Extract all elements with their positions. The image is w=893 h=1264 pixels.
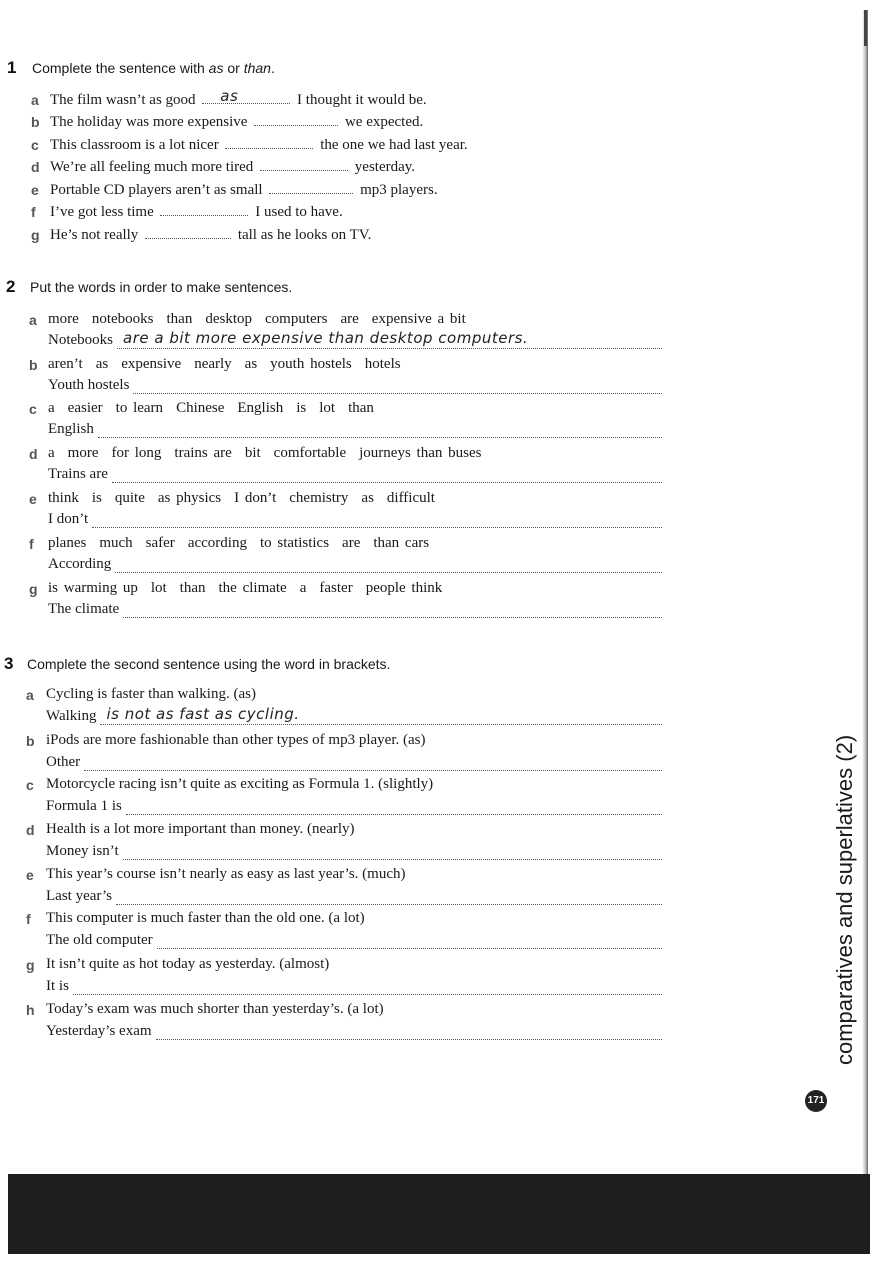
item-letter: c <box>29 401 37 417</box>
answer-starter: Formula 1 is <box>46 798 122 814</box>
word-chip: comfortable <box>273 445 347 461</box>
word-chip: to statistics <box>259 535 330 551</box>
answer-starter: According <box>48 556 112 572</box>
answer-field[interactable] <box>100 705 662 725</box>
item-letter: b <box>31 114 40 130</box>
word-chip: are <box>342 535 361 551</box>
word-chip: is <box>296 400 307 416</box>
word-chip: people think <box>365 580 443 596</box>
word-chip: computers <box>265 311 328 327</box>
answer-line <box>48 556 662 573</box>
word-chip: I don’t <box>234 490 277 506</box>
page-corner-mark <box>864 10 867 46</box>
prompt-sentence: This computer is much faster than the old one. (a lot) <box>46 910 365 926</box>
word-chip: as <box>244 356 258 372</box>
word-chip: than <box>348 400 374 416</box>
sentence-end: the one we had last year. <box>316 137 468 153</box>
item-letter: a <box>31 92 39 108</box>
answer-field[interactable] <box>133 379 662 394</box>
word-list <box>48 356 414 373</box>
item-letter: e <box>29 491 37 507</box>
word-chip: are <box>340 311 359 327</box>
sentence-item <box>50 113 423 131</box>
sentence-start: Portable CD players aren’t as small <box>50 182 267 198</box>
word-chip: is warming up <box>48 580 138 596</box>
prompt-sentence: Health is a lot more important than money. (nearly) <box>46 821 355 837</box>
item-letter: b <box>29 357 38 373</box>
word-chip: English <box>237 400 284 416</box>
answer-field[interactable] <box>123 603 662 618</box>
word-chip: as <box>95 356 109 372</box>
word-chip: the climate <box>218 580 287 596</box>
word-list <box>48 490 448 507</box>
prompt-sentence: Motorcycle racing isn’t quite as exciting as Formula 1. (slightly) <box>46 776 434 792</box>
prompt-sentence: This year’s course isn’t nearly as easy as last year’s. (much) <box>46 866 406 882</box>
word-chip: lot <box>319 400 336 416</box>
sentence-item <box>50 136 468 154</box>
answer-blank[interactable] <box>202 87 290 105</box>
word-chip: difficult <box>386 490 435 506</box>
answer-starter: Money isn’t <box>46 843 119 859</box>
item-letter: f <box>29 536 34 552</box>
sentence-start: The film wasn’t as good <box>50 92 200 108</box>
scan-bottom-bar <box>8 1174 870 1254</box>
answer-line <box>46 843 662 860</box>
answer-line <box>46 888 662 905</box>
word-chip: more <box>48 311 79 327</box>
word-chip: more <box>67 445 99 461</box>
word-chip: is <box>91 490 102 506</box>
answer-blank[interactable] <box>160 203 248 216</box>
answer-line <box>46 1023 662 1040</box>
section-3-number: 3 <box>4 654 14 673</box>
sentence-item <box>50 158 415 176</box>
sentence-start: I’ve got less time <box>50 204 158 220</box>
prompt-sentence: iPods are more fashionable than other types of mp3 player. (as) <box>46 732 426 748</box>
answer-line <box>48 329 662 349</box>
page-edge-shadow <box>862 10 868 1174</box>
word-chip: hotels <box>364 356 401 372</box>
word-chip: as physics <box>157 490 222 506</box>
word-chip: planes <box>48 535 87 551</box>
section-2-number: 2 <box>6 277 16 296</box>
item-letter: d <box>31 159 40 175</box>
word-chip: journeys than buses <box>359 445 482 461</box>
section-3-title: Complete the second sentence using the word in brackets. <box>27 656 391 672</box>
section-1-number: 1 <box>7 58 17 77</box>
item-letter: d <box>29 446 38 462</box>
answer-starter: Walking <box>46 708 97 724</box>
word-chip: expensive <box>121 356 182 372</box>
answer-starter: Last year’s <box>46 888 112 904</box>
word-chip: youth hostels <box>270 356 352 372</box>
prompt-sentence: Cycling is faster than walking. (as) <box>46 686 256 702</box>
section-1-title: Complete the sentence with as or than. <box>32 60 275 76</box>
answer-starter: Trains are <box>48 466 108 482</box>
word-chip: nearly <box>194 356 232 372</box>
item-letter: f <box>31 204 36 220</box>
answer-starter: The climate <box>48 601 120 617</box>
sentence-end: I thought it would be. <box>293 92 427 108</box>
item-letter: c <box>26 777 34 793</box>
answer-starter: I don’t <box>48 511 89 527</box>
word-chip: aren’t <box>48 356 83 372</box>
item-letter: c <box>31 137 39 153</box>
item-letter: a <box>26 687 34 703</box>
answer-starter: Other <box>46 754 81 770</box>
answer-field[interactable] <box>92 513 662 528</box>
word-list <box>48 400 387 417</box>
item-letter: g <box>29 581 38 597</box>
word-chip: faster <box>319 580 353 596</box>
word-chip: think <box>48 490 79 506</box>
handwritten-answer: as <box>220 87 239 105</box>
item-letter: b <box>26 733 35 749</box>
word-chip: much <box>99 535 133 551</box>
answer-blank[interactable] <box>260 158 348 171</box>
answer-starter: Yesterday’s exam <box>46 1023 152 1039</box>
sentence-end: mp3 players. <box>356 182 438 198</box>
answer-field[interactable] <box>156 1025 662 1040</box>
answer-line <box>46 798 662 815</box>
word-chip: than <box>179 580 206 596</box>
answer-line <box>46 705 662 725</box>
word-chip: a <box>48 445 55 461</box>
answer-starter: It is <box>46 978 69 994</box>
answer-blank[interactable] <box>145 226 231 239</box>
word-chip: than <box>166 311 193 327</box>
item-letter: g <box>31 227 40 243</box>
side-chapter-title: comparatives and superlatives (2) <box>832 734 857 1065</box>
answer-blank[interactable] <box>225 136 313 149</box>
answer-starter: The old computer <box>46 932 153 948</box>
answer-line <box>48 421 662 438</box>
word-chip: as <box>361 490 374 506</box>
word-chip: than cars <box>373 535 430 551</box>
prompt-sentence: Today’s exam was much shorter than yesterday’s. (a lot) <box>46 1001 384 1017</box>
answer-blank[interactable] <box>269 181 353 194</box>
answer-starter: Youth hostels <box>48 377 130 393</box>
word-chip: for long <box>111 445 162 461</box>
section-2-title: Put the words in order to make sentences. <box>30 279 293 295</box>
item-letter: h <box>26 1002 35 1018</box>
sentence-end: tall as he looks on TV. <box>234 227 372 243</box>
item-letter: e <box>31 182 39 198</box>
answer-line <box>48 601 662 618</box>
sentence-start: The holiday was more expensive <box>50 114 252 130</box>
handwritten-answer: is not as fast as cycling. <box>106 705 300 723</box>
sentence-end: yesterday. <box>351 159 416 175</box>
word-chip: to learn <box>115 400 164 416</box>
answer-field[interactable] <box>157 934 662 949</box>
answer-field[interactable] <box>84 756 662 771</box>
word-list <box>48 535 442 552</box>
word-chip: Chinese <box>176 400 225 416</box>
word-list <box>48 580 455 597</box>
answer-field[interactable] <box>112 468 662 483</box>
item-letter: g <box>26 957 35 973</box>
handwritten-answer: are a bit more expensive than desktop computers. <box>123 329 529 347</box>
answer-line <box>46 932 662 949</box>
word-chip: easier <box>67 400 103 416</box>
item-letter: e <box>26 867 34 883</box>
answer-field[interactable] <box>123 845 662 860</box>
answer-starter: English <box>48 421 94 437</box>
word-chip: quite <box>114 490 145 506</box>
word-chip: trains are <box>174 445 232 461</box>
sentence-end: we expected. <box>341 114 424 130</box>
page-number-badge: 171 <box>805 1090 827 1112</box>
answer-field[interactable] <box>117 329 662 349</box>
answer-field[interactable] <box>73 980 662 995</box>
word-chip: chemistry <box>289 490 349 506</box>
word-chip: a <box>299 580 307 596</box>
sentence-item <box>50 87 427 109</box>
word-chip: a <box>48 400 55 416</box>
answer-starter: Notebooks <box>48 332 113 348</box>
sentence-start: This classroom is a lot nicer <box>50 137 223 153</box>
answer-field[interactable] <box>116 890 662 905</box>
sentence-item <box>50 226 371 244</box>
sentence-start: He’s not really <box>50 227 143 243</box>
word-chip: according <box>187 535 247 551</box>
answer-field[interactable] <box>115 558 662 573</box>
sentence-item <box>50 181 438 199</box>
sentence-start: We’re all feeling much more tired <box>50 159 258 175</box>
answer-line <box>46 754 662 771</box>
word-chip: desktop <box>205 311 252 327</box>
answer-blank[interactable] <box>254 113 338 126</box>
answer-field[interactable] <box>98 423 662 438</box>
word-chip: bit <box>244 445 261 461</box>
answer-line <box>48 511 662 528</box>
sentence-end: I used to have. <box>251 204 343 220</box>
word-list <box>48 445 494 462</box>
sentence-item <box>50 203 343 221</box>
answer-line <box>48 466 662 483</box>
answer-field[interactable] <box>126 800 662 815</box>
item-letter: f <box>26 911 31 927</box>
word-list <box>48 311 479 328</box>
word-chip: lot <box>150 580 167 596</box>
item-letter: d <box>26 822 35 838</box>
word-chip: expensive a bit <box>371 311 466 327</box>
answer-line <box>46 978 662 995</box>
word-chip: safer <box>145 535 175 551</box>
item-letter: a <box>29 312 37 328</box>
answer-line <box>48 377 662 394</box>
word-chip: notebooks <box>91 311 154 327</box>
prompt-sentence: It isn’t quite as hot today as yesterday. (almost) <box>46 956 330 972</box>
